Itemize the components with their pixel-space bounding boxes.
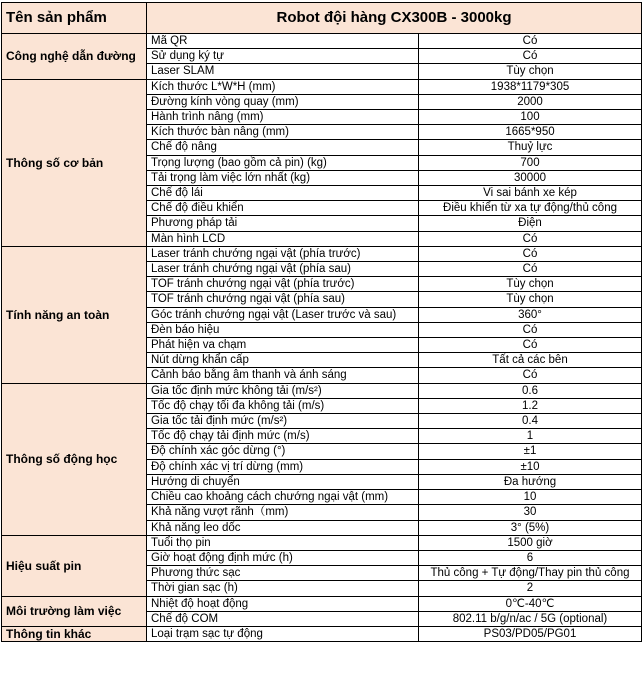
param-name: Khả năng leo dốc (147, 520, 419, 535)
param-name: Kích thước bàn nâng (mm) (147, 125, 419, 140)
param-name: Loại trạm sạc tự động (147, 626, 419, 641)
param-name: Gia tốc tải định mức (m/s²) (147, 414, 419, 429)
param-value: 30000 (419, 170, 642, 185)
group-label: Thông số động học (2, 383, 147, 535)
param-value: Điện (419, 216, 642, 231)
param-name: Mã QR (147, 34, 419, 49)
param-name: Chế độ nâng (147, 140, 419, 155)
group-label: Tính năng an toàn (2, 246, 147, 383)
param-name: Tuổi thọ pin (147, 535, 419, 550)
param-name: Phát hiện va chạm (147, 338, 419, 353)
param-name: Cảnh báo bằng âm thanh và ánh sáng (147, 368, 419, 383)
param-value: Tất cả các bên (419, 353, 642, 368)
param-value: 1665*950 (419, 125, 642, 140)
param-value: Tùy chọn (419, 64, 642, 79)
param-name: Hướng di chuyển (147, 474, 419, 489)
param-name: Trọng lượng (bao gồm cả pin) (kg) (147, 155, 419, 170)
header-row (2, 3, 642, 34)
param-name: Sử dụng ký tự (147, 49, 419, 64)
table-row (2, 79, 642, 94)
param-value: 6 (419, 550, 642, 565)
header-label: Tên sản phẩm (2, 3, 147, 34)
param-name: Laser tránh chướng ngại vật (phía trước) (147, 246, 419, 261)
param-value: 10 (419, 490, 642, 505)
table-row (2, 383, 642, 398)
param-value: 1.2 (419, 398, 642, 413)
param-name: Kích thước L*W*H (mm) (147, 79, 419, 94)
table-row (2, 34, 642, 49)
table-row (2, 596, 642, 611)
param-value: 0℃-40℃ (419, 596, 642, 611)
param-name: Tốc độ chạy tải định mức (m/s) (147, 429, 419, 444)
param-value: Thủ công + Tự động/Thay pin thủ công (419, 566, 642, 581)
param-value: 700 (419, 155, 642, 170)
table-row (2, 535, 642, 550)
param-value: Có (419, 368, 642, 383)
param-name: Độ chính xác góc dừng (°) (147, 444, 419, 459)
param-name: Độ chính xác vị trí dừng (mm) (147, 459, 419, 474)
param-value: 3° (5%) (419, 520, 642, 535)
spec-table (1, 2, 642, 642)
param-name: Góc tránh chướng ngại vật (Laser trước và sau) (147, 307, 419, 322)
param-value: 2000 (419, 94, 642, 109)
param-value: 0.4 (419, 414, 642, 429)
param-name: Chiều cao khoảng cách chướng ngại vật (mm) (147, 490, 419, 505)
param-name: Tải trọng làm việc lớn nhất (kg) (147, 170, 419, 185)
param-value: 100 (419, 110, 642, 125)
param-value: Có (419, 262, 642, 277)
param-value: ±1 (419, 444, 642, 459)
param-name: TOF tránh chướng ngại vật (phía trước) (147, 277, 419, 292)
param-name: Đường kính vòng quay (mm) (147, 94, 419, 109)
param-value: 2 (419, 581, 642, 596)
param-value: Có (419, 34, 642, 49)
param-name: Hành trình nâng (mm) (147, 110, 419, 125)
param-name: Tốc độ chạy tối đa không tải (m/s) (147, 398, 419, 413)
param-value: Có (419, 49, 642, 64)
param-name: TOF tránh chướng ngại vật (phía sau) (147, 292, 419, 307)
param-value: 30 (419, 505, 642, 520)
param-value: 1938*1179*305 (419, 79, 642, 94)
param-name: Giờ hoạt động định mức (h) (147, 550, 419, 565)
param-name: Nút dừng khẩn cấp (147, 353, 419, 368)
param-value: Thuỷ lực (419, 140, 642, 155)
param-name: Màn hình LCD (147, 231, 419, 246)
param-name: Laser SLAM (147, 64, 419, 79)
param-name: Phương pháp tải (147, 216, 419, 231)
param-value: 1500 giờ (419, 535, 642, 550)
param-name: Chế độ lái (147, 186, 419, 201)
param-name: Gia tốc định mức không tải (m/s²) (147, 383, 419, 398)
param-value: 360° (419, 307, 642, 322)
param-value: PS03/PD05/PG01 (419, 626, 642, 641)
group-label: Thông tin khác (2, 626, 147, 641)
group-label: Môi trường làm việc (2, 596, 147, 626)
param-value: Tùy chọn (419, 292, 642, 307)
table-row (2, 246, 642, 261)
param-name: Phương thức sạc (147, 566, 419, 581)
param-name: Laser tránh chướng ngại vật (phía sau) (147, 262, 419, 277)
table-row (2, 626, 642, 641)
product-name: Robot đội hàng CX300B - 3000kg (147, 3, 642, 34)
param-name: Thời gian sạc (h) (147, 581, 419, 596)
param-name: Đèn báo hiệu (147, 322, 419, 337)
param-value: Có (419, 246, 642, 261)
param-value: 1 (419, 429, 642, 444)
group-label: Hiệu suất pin (2, 535, 147, 596)
param-name: Nhiệt độ hoạt động (147, 596, 419, 611)
group-label: Thông số cơ bản (2, 79, 147, 246)
param-value: Có (419, 322, 642, 337)
group-label: Công nghệ dẫn đường (2, 34, 147, 80)
param-value: Có (419, 231, 642, 246)
param-value: Điều khiển từ xa tự động/thủ công (419, 201, 642, 216)
param-value: ±10 (419, 459, 642, 474)
param-value: Tùy chọn (419, 277, 642, 292)
param-value: 0.6 (419, 383, 642, 398)
param-name: Chế độ COM (147, 611, 419, 626)
param-name: Chế độ điều khiển (147, 201, 419, 216)
param-value: Vi sai bánh xe kép (419, 186, 642, 201)
param-value: Đa hướng (419, 474, 642, 489)
param-value: Có (419, 338, 642, 353)
param-name: Khả năng vượt rãnh（mm) (147, 505, 419, 520)
param-value: 802.11 b/g/n/ac / 5G (optional) (419, 611, 642, 626)
